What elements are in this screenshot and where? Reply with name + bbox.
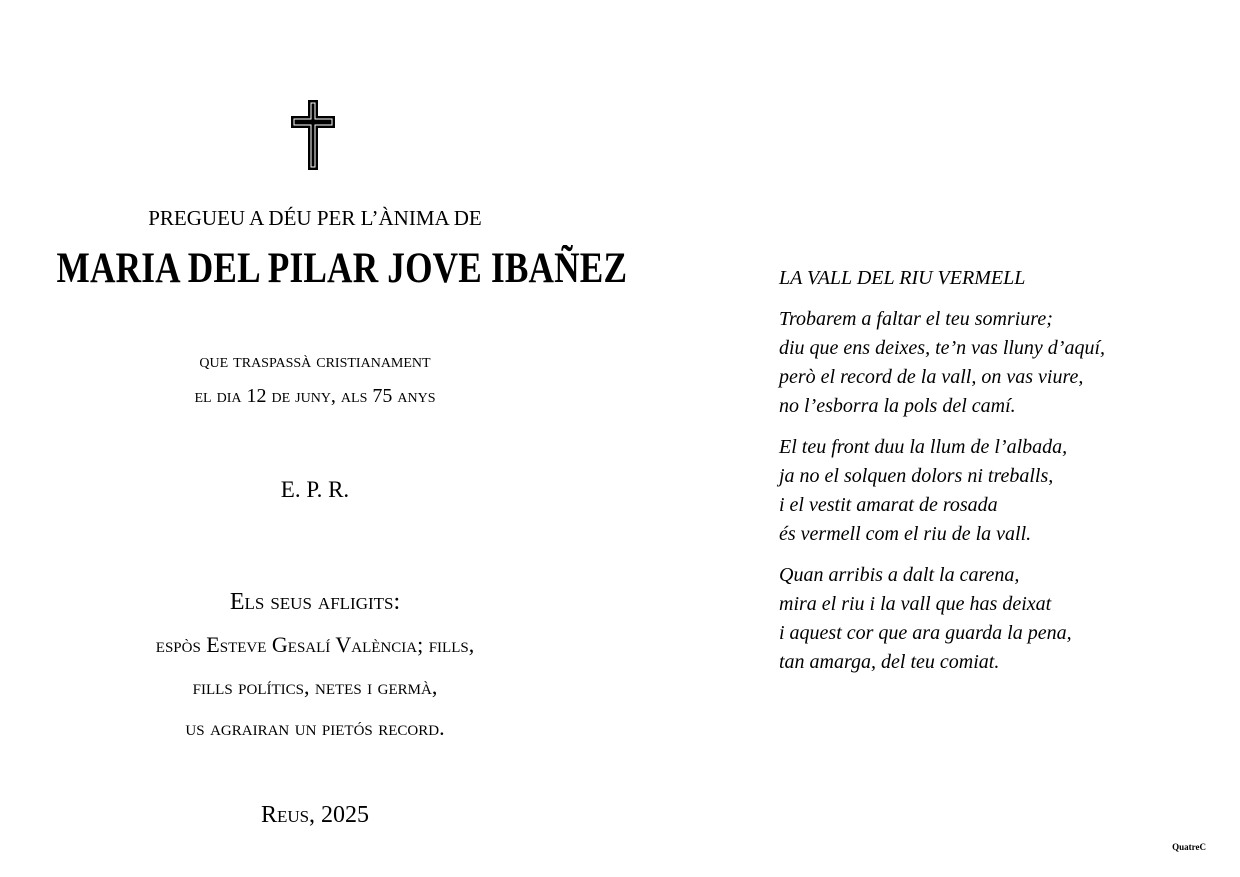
poem-stanza xyxy=(779,561,1199,677)
prayer-line: PREGUEU A DÉU PER L’ÀNIMA DE xyxy=(148,206,482,230)
poem-stanza xyxy=(779,305,1199,421)
death-notice-line-1: que traspassà cristianament xyxy=(199,350,431,372)
poem-verse: Quan arribis a dalt la carena, xyxy=(779,564,1020,586)
poem-verse: i el vestit amarat de rosada xyxy=(779,494,998,516)
deceased-name: MARIA DEL PILAR JOVE IBAÑEZ xyxy=(56,245,628,292)
poem-title: LA VALL DEL RIU VERMELL xyxy=(779,267,1026,289)
mourners-line: us agrairan un pietós record. xyxy=(185,715,445,740)
poem-verse: Trobarem a faltar el teu somriure; xyxy=(779,308,1053,330)
poem-verse: i aquest cor que ara guarda la pena, xyxy=(779,622,1072,644)
poem xyxy=(779,264,1199,689)
poem-verse: diu que ens deixes, te’n vas lluny d’aquí, xyxy=(779,337,1106,359)
poem-verse: tan amarga, del teu comiat. xyxy=(779,651,1000,673)
poem-verse: però el record de la vall, on vas viure, xyxy=(779,366,1084,388)
publisher-mark: QuatreC xyxy=(1172,842,1206,852)
poem-verse: no l’esborra la pols del camí. xyxy=(779,395,1016,417)
poem-stanza xyxy=(779,433,1199,549)
poem-verse: és vermell com el riu de la vall. xyxy=(779,523,1032,545)
mourners-line: fills polítics, netes i germà, xyxy=(192,674,438,699)
mourners-heading: Els seus afligits: xyxy=(229,589,401,615)
mourners-line: espòs Esteve Gesalí València; fills, xyxy=(155,632,475,657)
place-date: Reus, 2025 xyxy=(260,802,370,828)
rest-in-peace: E. P. R. xyxy=(280,477,350,502)
poem-verse: mira el riu i la vall que has deixat xyxy=(779,593,1052,615)
latin-cross-icon xyxy=(289,99,337,171)
death-notice-line-2: el dia 12 de juny, als 75 anys xyxy=(194,385,436,407)
poem-verse: El teu front duu la llum de l’albada, xyxy=(779,436,1068,458)
poem-verse: ja no el solquen dolors ni treballs, xyxy=(779,465,1054,487)
